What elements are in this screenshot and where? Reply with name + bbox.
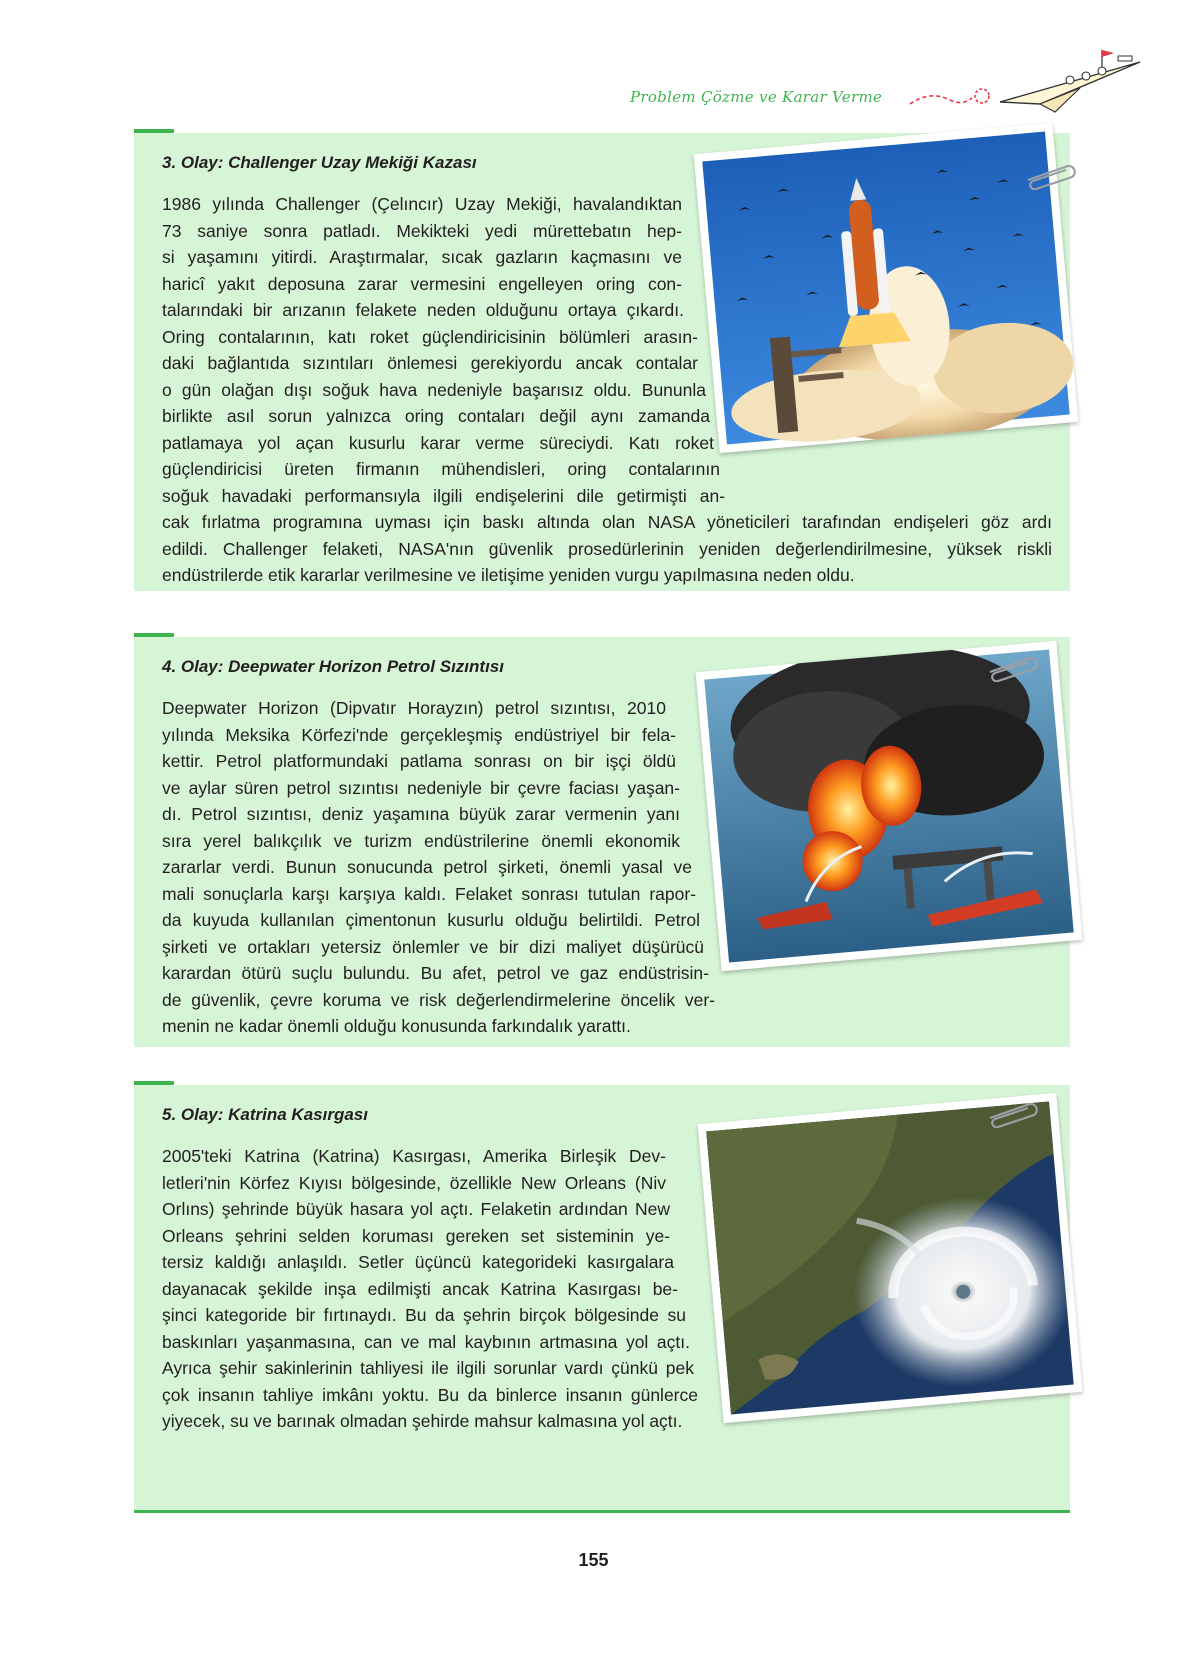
text-line: zararlar verdi. Bunun sonucunda petrol şirketi, önemli yasal ve (162, 857, 692, 877)
text-line: sıra yerel balıkçılık ve turizm endüstrilerine önemli ekonomik (162, 830, 680, 851)
text-line: daki bağlantıda sızıntıları önlemesi gerekiyordu ancak contalar (162, 353, 698, 373)
paperclip-icon (984, 652, 1044, 682)
text-line: Orleans şehrini selden koruması gereken set sisteminin ye- (162, 1225, 670, 1246)
text-line: si yaşamını yitirdi. Araştırmalar, sıcak gazların kaçmasını ve (162, 247, 682, 267)
shuttle-photo (694, 123, 1079, 453)
space-shuttle-launch-photo (694, 123, 1079, 453)
text-line: 2005'teki Katrina (Katrina) Kasırgası, Amerika Birleşik Dev- (162, 1146, 666, 1166)
text-line: şirketi ve ortakları yetersiz önlemler ve bir dizi maliyet düşürücü (162, 936, 704, 957)
bottom-rule (134, 1510, 1070, 1513)
card-accent (134, 129, 174, 133)
text-line: şinci kategoride bir fırtınaydı. Bu da şehrin birçok bölgesinde su (162, 1305, 686, 1325)
text-line: letleri'nin Körfez Kıyısı bölgesinde, özellikle New Orleans (Niv (162, 1172, 666, 1193)
text-line: haricî yakıt deposuna zarar vermesini engelleyen oring con- (162, 273, 682, 294)
page-number: 155 (578, 1550, 609, 1570)
text-line: ve aylar süren petrol sızıntısı nedeniyle bir çevre faciası yaşan- (162, 777, 680, 798)
text-line: o gün olağan dışı soğuk hava nedeniyle başarısız oldu. Bununla (162, 379, 706, 400)
text-line: de güvenlik, çevre koruma ve risk değerlendirmelerine öncelik ver- (162, 989, 715, 1010)
text-line: kettir. Petrol platformundaki patlama sonrası on bir işçi öldü (162, 751, 676, 771)
paper-plane-icon (890, 42, 1150, 122)
text-line: da kuyuda kullanılan çimentonun kusurlu olduğu belirtildi. Petrol (162, 910, 700, 930)
text-line: güçlendiricisi üreten firmanın mühendisleri, oring contalarının (162, 459, 720, 479)
card-title: 3. Olay: Challenger Uzay Mekiği Kazası (162, 153, 477, 172)
text-line: tersiz kaldığı anlaşıldı. Setler üçüncü kategorideki kasırgalara (162, 1252, 674, 1272)
text-line: yiyecek, su ve barınak olmadan şehirde mahsur kalmasına yol açtı. (162, 1411, 683, 1431)
card-accent (134, 633, 174, 637)
text-line: endüstrilerde etik kararlar verilmesine ve iletişime yeniden vurgu yapılmasına neden oldu. (162, 565, 855, 585)
text-line: baskınları yaşanmasına, can ve mal kaybının artmasına yol açtı. (162, 1331, 690, 1352)
text-line: çok insanın tahliye imkânı yoktu. Bu da binlerce insanın günlerce (162, 1384, 698, 1405)
hurricane-photo (698, 1093, 1083, 1423)
text-line: Deepwater Horizon (Dipvatır Horayzın) petrol sızıntısı, 2010 (162, 698, 666, 718)
text-line: talarındaki bir arızanın felakete neden olduğunu ortaya çıkardı. (162, 300, 684, 320)
text-line: soğuk havadaki performansıyla ilgili endişelerini dile getirmişti an- (162, 485, 725, 506)
text-line: mali sonuçlarla karşı karşıya kaldı. Felaket sonrası tutulan rapor- (162, 883, 696, 904)
text-line: Oring contalarının, katı roket güçlendiricisinin bölümleri arasın- (162, 326, 698, 347)
text-line: Ayrıca şehir sakinlerinin tahliyesi ile ilgili sorunlar vardı çünkü pek (162, 1358, 694, 1378)
oil-rig-fire-photo (696, 641, 1083, 971)
text-line: birlikte asıl sorun yalnızca oring contaları değil aynı zamanda (162, 406, 710, 426)
text-line: Orlıns) şehrinde büyük hasara yol açtı. Felaketin ardından New (162, 1199, 670, 1219)
text-line: edildi. Challenger felaketi, NASA'nın güvenlik prosedürlerinin yeniden değerlendirilmesine, yüksek riskli (162, 538, 1052, 559)
text-line: 1986 yılında Challenger (Çelıncır) Uzay Mekiği, havalandıktan (162, 194, 682, 214)
text-line: karardan ötürü suçlu bulundu. Bu afet, petrol ve gaz endüstrisin- (162, 963, 709, 983)
card-body (162, 1143, 702, 1435)
text-line: cak fırlatma programına uyması için baskı altında olan NASA yöneticileri tarafından endişeleri göz ardı (162, 512, 1052, 532)
text-line: dı. Petrol sızıntısı, deniz yaşamına büyük zarar vermenin yanı (162, 804, 680, 824)
text-line: menin ne kadar önemli olduğu konusunda farkındalık yarattı. (162, 1016, 631, 1036)
card-body (162, 695, 715, 1040)
header-title: Problem Çözme ve Karar Verme (630, 88, 883, 106)
card-accent (134, 1081, 174, 1085)
text-line: yılında Meksika Körfezi'nde gerçekleşmiş endüstriyel bir fela- (162, 724, 676, 745)
card-title: 5. Olay: Katrina Kasırgası (162, 1105, 368, 1124)
text-line: dayanacak şekilde inşa edilmişti ancak Katrina Kasırgası be- (162, 1278, 678, 1299)
paperclip-icon (984, 1098, 1044, 1128)
hurricane-satellite-photo (698, 1093, 1083, 1423)
text-line: 73 saniye sonra patladı. Mekikteki yedi mürettebatın hep- (162, 220, 682, 241)
text-line: patlamaya yol açan kusurlu karar verme süreciydi. Katı roket (162, 432, 714, 453)
paperclip-icon (1022, 160, 1082, 190)
oil-rig-photo (696, 641, 1083, 971)
card-title: 4. Olay: Deepwater Horizon Petrol Sızıntısı (162, 657, 504, 676)
